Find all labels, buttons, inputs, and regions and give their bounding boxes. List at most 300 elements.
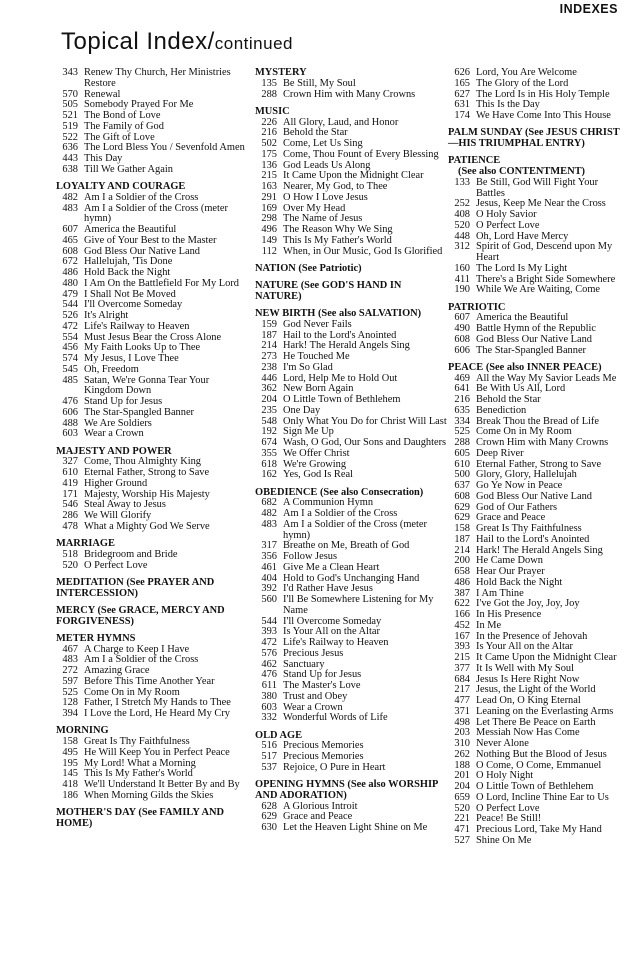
hymn-title: Eternal Father, Strong to Save [476,458,602,470]
topic-section [56,539,247,571]
hymn-title: The Star-Spangled Banner [476,344,587,356]
hymn-number: 343 [62,67,78,78]
hymn-number: 608 [454,333,470,345]
hymn-number: 467 [62,643,78,655]
hymn-number: 298 [261,213,277,225]
hymn-title: I Am On the Battlefield For My Lord [84,277,239,289]
hymn-title: Come, Let Us Sing [283,138,363,149]
topic-section [255,731,448,774]
topic-section [255,107,448,258]
hymn-title: I'm So Glad [283,361,333,373]
hymn-number: 607 [454,312,470,324]
index-entry [255,449,448,460]
hymn-title: This Is the Day [476,99,540,111]
hymn-title: I Love the Lord, He Heard My Cry [84,708,231,719]
hymn-number: 371 [454,705,470,717]
index-entry [448,395,626,406]
hymn-number: 214 [261,340,277,352]
hymn-number: 603 [261,701,277,713]
hymn-title: Hallelujah, 'Tis Done [84,256,173,268]
topic-section [255,68,448,100]
topic-section [56,726,247,801]
hymn-title: O Holy Night [476,770,534,782]
index-entry [56,193,247,204]
index-column-2 [255,68,448,834]
hymn-title: Battle Hymn of the Republic [476,323,597,334]
topic-section [448,68,626,122]
hymn-title: There's a Bright Side Somewhere [476,273,616,285]
hymn-title: Oh, Lord Have Mercy [476,230,569,242]
hymn-title: Trust and Obey [283,690,348,702]
hymn-number: 608 [62,245,78,257]
index-entry [448,438,626,449]
topic-section [56,578,247,600]
hymn-number: 167 [454,630,470,642]
hymn-title: Is Your All on the Altar [283,626,380,638]
hymn-title: God Bless Our Native Land [84,245,201,257]
hymn-number: 544 [62,299,78,311]
hymn-title: Give of Your Best to the Master [84,234,217,246]
hymn-title: Peace! Be Still! [476,813,542,825]
index-entry [448,492,626,503]
hymn-title: Nearer, My God, to Thee [283,181,388,192]
hymn-number: 605 [454,447,470,459]
hymn-number: 682 [261,497,277,509]
hymn-title: Hear Our Prayer [476,566,545,577]
hymn-title: Never Alone [476,738,529,749]
hymn-number: 136 [261,159,277,171]
hymn-title: The Family of God [84,120,164,132]
topic-section [255,780,448,834]
hymn-number: 574 [62,353,78,364]
hymn-title: When, in Our Music, God Is Glorified [283,245,443,257]
index-entry [56,165,247,176]
hymn-title: Be Still, God Will Fight Your Battles [476,176,599,199]
hymn-title: A Communion Hymn [283,497,374,509]
index-entry [255,79,448,90]
hymn-number: 482 [261,508,277,519]
hymn-title: It Came Upon the Midnight Clear [476,652,617,663]
hymn-number: 362 [261,383,277,395]
hymn-number: 160 [454,262,470,274]
hymn-title: A Charge to Keep I Have [84,643,190,655]
hymn-number: 166 [454,609,470,620]
index-entry [255,520,448,542]
topic-heading: MYSTERY [255,67,307,78]
hymn-number: 221 [454,813,470,825]
hymn-title: Lord, You Are Welcome [476,67,577,78]
hymn-title: The Bond of Love [84,110,161,121]
hymn-title: Yes, God Is Real [283,469,353,481]
hymn-title: Lord, Help Me to Hold Out [283,372,398,384]
hymn-title: We'll Understand It Better By and By [84,779,240,790]
hymn-number: 659 [454,791,470,803]
hymn-title: Am I a Soldier of the Cross [84,191,199,203]
index-entry [255,150,448,161]
hymn-title: O Little Town of Bethlehem [476,781,594,792]
hymn-number: 479 [62,288,78,300]
hymn-number: 443 [62,153,78,164]
index-entry [448,111,626,122]
hymn-title: When Morning Gilds the Skies [84,789,214,801]
hymn-title: Am I a Soldier of the Cross [283,508,398,519]
hymn-title: We Have Come Into This House [476,110,611,121]
hymn-number: 525 [454,426,470,438]
hymn-number: 462 [261,658,277,670]
hymn-number: 186 [62,789,78,801]
hymn-number: 158 [454,523,470,534]
hymn-number: 169 [261,202,277,214]
hymn-number: 483 [62,654,78,666]
topic-section [56,182,247,440]
hymn-number: 486 [62,267,78,278]
hymn-number: 548 [261,415,277,427]
hymn-number: 630 [261,822,277,833]
topic-section [56,808,247,830]
index-entry [448,264,626,275]
hymn-number: 480 [62,277,78,289]
hymn-number: 377 [454,662,470,674]
hymn-number: 312 [454,241,470,253]
hymn-title: Lead On, O King Eternal [476,695,581,706]
topic-section [255,281,448,303]
hymn-title: O Come, O Come, Emmanuel [476,759,602,771]
hymn-title: O Perfect Love [476,802,540,814]
hymn-number: 521 [62,110,78,121]
hymn-number: 158 [62,736,78,747]
hymn-number: 165 [454,77,470,89]
hymn-number: 332 [261,712,277,724]
hymn-number: 469 [454,372,470,384]
index-entry [56,550,247,561]
hymn-title: The Star-Spangled Banner [84,406,195,418]
hymn-number: 516 [261,740,277,752]
hymn-number: 496 [261,224,277,235]
hymn-number: 505 [62,99,78,111]
index-entry [448,242,626,264]
hymn-title: Grace and Peace [476,512,546,524]
hymn-number: 560 [261,594,277,605]
hymn-title: This Is My Father's World [84,768,193,780]
index-entry [448,761,626,772]
hymn-number: 527 [454,834,470,846]
hymn-title: The Glory of the Lord [476,77,569,89]
hymn-number: 238 [261,361,277,373]
hymn-title: Let There Be Peace on Earth [476,716,596,728]
hymn-title: Breathe on Me, Breath of God [283,540,410,552]
topic-heading: PATRIOTIC [448,301,506,313]
hymn-title: I'd Rather Have Jesus [283,583,373,595]
hymn-number: 288 [261,88,277,100]
hymn-number: 611 [261,680,277,691]
topic-heading: NATION (See Patriotic) [255,262,362,274]
hymn-title: I've Got the Joy, Joy, Joy [476,598,580,610]
hymn-title: America the Beautiful [84,224,177,235]
hymn-number: 608 [454,490,470,502]
hymn-number: 545 [62,363,78,375]
page-title [61,27,293,59]
hymn-number: 149 [261,234,277,246]
hymn-number: 394 [62,708,78,719]
topic-section [448,128,626,150]
hymn-title: Am I a Soldier of the Cross (meter hymn) [283,518,427,541]
hymn-number: 672 [62,256,78,268]
topic-heading: OLD AGE [255,729,303,741]
hymn-number: 476 [62,396,78,407]
hymn-number: 216 [454,394,470,405]
hymn-title: Father, I Stretch My Hands to Thee [84,697,231,709]
hymn-title: Renew Thy Church, Her Ministries Restore [84,67,231,89]
hymn-title: Come, Thou Almighty King [84,456,201,468]
hymn-title: We Will Glorify [84,510,152,521]
hymn-number: 519 [62,120,78,132]
hymn-number: 128 [62,697,78,709]
hymn-number: 252 [454,198,470,210]
hymn-number: 112 [261,245,277,257]
hymn-title: I Shall Not Be Moved [84,288,176,300]
hymn-number: 626 [454,67,470,78]
index-entry [448,535,626,546]
index-entry [255,363,448,374]
hymn-title: It Is Well with My Soul [476,662,574,674]
hymn-number: 482 [62,191,78,203]
hymn-title: O Lord, Incline Thine Ear to Us [476,791,609,803]
hymn-number: 517 [261,751,277,762]
topic-section [56,447,247,533]
index-entry [56,322,247,333]
hymn-title: Bridegroom and Bride [84,548,178,560]
topic-heading: MEDITATION (See PRAYER AND INTERCESSION) [56,576,215,599]
hymn-title: Messiah Now Has Come [476,727,580,739]
hymn-number: 334 [454,415,470,427]
hymn-number: 576 [261,647,277,659]
hymn-title: Grace and Peace [283,811,353,823]
hymn-number: 525 [62,686,78,698]
index-entry [56,677,247,688]
hymn-title: Give Me a Clean Heart [283,561,380,573]
hymn-number: 288 [454,437,470,448]
hymn-number: 522 [62,131,78,143]
hymn-number: 200 [454,555,470,567]
hymn-number: 215 [261,170,277,182]
hymn-number: 159 [261,318,277,330]
hymn-number: 448 [454,230,470,242]
hymn-title: In the Presence of Jehovah [476,630,588,642]
hymn-title: Jesus, Keep Me Near the Cross [476,198,606,210]
hymn-title: Break Thou the Bread of Life [476,415,600,427]
hymn-title: Hark! The Herald Angels Sing [283,340,410,352]
hymn-title: He Came Down [476,555,543,567]
hymn-title: Precious Memories [283,740,364,752]
hymn-number: 486 [454,576,470,588]
hymn-number: 273 [261,351,277,362]
hymn-number: 452 [454,619,470,631]
hymn-number: 291 [261,191,277,203]
hymn-number: 544 [261,615,277,627]
hymn-title: Sanctuary [283,658,325,670]
hymn-number: 465 [62,234,78,246]
index-entry [448,728,626,739]
hymn-title: Wonderful Words of Life [283,712,388,724]
index-entry [448,221,626,232]
hymn-title: Wear a Crown [283,701,343,713]
hymn-number: 658 [454,566,470,577]
hymn-number: 483 [62,202,78,214]
hymn-number: 627 [454,88,470,100]
hymn-number: 520 [454,219,470,231]
hymn-title: Hold Back the Night [84,267,171,278]
topic-heading: OBEDIENCE (See also Consecration) [255,486,424,498]
hymn-number: 471 [454,824,470,835]
topic-heading: MOTHER'S DAY (See FAMILY AND HOME) [56,807,224,829]
hymn-number: 286 [62,510,78,521]
hymn-title: Behold the Star [283,127,348,139]
hymn-title: O Perfect Love [84,559,148,571]
hymn-title: Wear a Crown [84,428,144,440]
topic-heading: LOYALTY AND COURAGE [56,181,186,192]
hymn-title: O How I Love Jesus [283,191,368,203]
hymn-number: 404 [261,572,277,584]
topic-heading: MERCY (See GRACE, MERCY AND FORGIVENESS) [56,604,225,627]
hymn-number: 171 [62,488,78,500]
hymn-number: 226 [261,116,277,128]
index-entry [255,247,448,258]
hymn-title: I Am Thine [476,587,524,599]
hymn-title: O Perfect Love [476,219,540,231]
hymn-number: 133 [454,176,470,188]
hymn-number: 135 [261,77,277,89]
hymn-number: 380 [261,690,277,702]
running-head: INDEXES [559,2,618,16]
index-entry [448,79,626,90]
hymn-title: Great Is Thy Faithfulness [84,736,190,747]
hymn-title: What a Mighty God We Serve [84,520,210,532]
hymn-number: 629 [454,501,470,513]
hymn-number: 526 [62,310,78,321]
index-entry [448,750,626,761]
hymn-number: 203 [454,727,470,739]
hymn-title: Precious Lord, Take My Hand [476,824,602,835]
topic-heading: OPENING HYMNS (See also WORSHIP AND ADORATION) [255,779,438,801]
index-column-3 [448,68,626,847]
hymn-title: Hail to the Lord's Anointed [283,329,397,341]
index-entry [255,823,448,834]
index-entry [448,707,626,718]
hymn-number: 537 [261,761,277,773]
index-entry [448,621,626,632]
hymn-title: We're Growing [283,458,347,470]
hymn-title: New Born Again [283,383,354,395]
hymn-title: Shine On Me [476,834,532,846]
hymn-number: 638 [62,163,78,175]
index-entry [448,836,626,847]
hymn-title: Crown Him with Many Crowns [283,88,416,100]
hymn-number: 635 [454,404,470,416]
hymn-title: Only What You Do for Christ Will Last [283,415,447,427]
title-main: Topical Index/ [61,28,215,55]
hymn-number: 175 [261,148,277,160]
index-entry [56,479,247,490]
hymn-title: God Bless Our Native Land [476,333,593,345]
hymn-number: 495 [62,746,78,758]
hymn-title: He Will Keep You in Perfect Peace [84,746,230,758]
see-also-reference: (See also CONTENTMENT) [458,166,585,177]
index-entry [448,793,626,804]
hymn-number: 310 [454,738,470,749]
hymn-number: 204 [261,394,277,405]
topic-section [255,264,448,275]
hymn-title: This Is My Father's World [283,234,392,246]
hymn-number: 235 [261,404,277,416]
index-entry [56,68,247,90]
index-entry [56,122,247,133]
hymn-number: 215 [454,652,470,663]
hymn-title: Deep River [476,447,524,459]
topic-heading: PEACE (See also INNER PEACE) [448,361,602,373]
hymn-number: 597 [62,675,78,687]
hymn-title: All the Way My Savior Leads Me [476,372,617,384]
topic-heading: METER HYMNS [56,632,136,644]
index-entry [255,236,448,247]
index-entry [448,178,626,200]
hymn-title: Precious Jesus [283,647,344,659]
hymn-number: 520 [62,559,78,571]
hymn-number: 145 [62,768,78,780]
hymn-number: 684 [454,673,470,685]
hymn-title: Steal Away to Jesus [84,499,166,511]
hymn-number: 162 [261,469,277,481]
topic-section [255,309,448,481]
hymn-number: 606 [62,406,78,418]
hymn-number: 187 [261,329,277,341]
title-continued: continued [214,34,293,53]
hymn-title: Be Still, My Soul [283,77,356,89]
hymn-title: Hold Back the Night [476,576,563,588]
hymn-number: 216 [261,127,277,139]
hymn-title: Eternal Father, Strong to Save [84,467,210,478]
hymn-number: 500 [454,469,470,481]
hymn-title: God Leads Us Along [283,159,371,171]
hymn-title: Over My Head [283,202,346,214]
hymn-number: 674 [261,437,277,448]
topic-section [448,303,626,357]
hymn-title: Spirit of God, Descend upon My Heart [476,241,613,263]
index-entry [448,664,626,675]
hymn-title: Renewal [84,88,121,100]
hymn-title: In Me [476,619,502,631]
topic-heading: MUSIC [255,105,290,117]
hymn-number: 498 [454,716,470,728]
index-entry [255,90,448,101]
index-entry [448,449,626,460]
hymn-title: Glory, Glory, Hallelujah [476,469,577,481]
hymn-number: 204 [454,781,470,792]
hymn-number: 520 [454,802,470,814]
hymn-number: 607 [62,224,78,235]
hymn-number: 217 [454,684,470,696]
index-entry [255,692,448,703]
index-entry [56,204,247,226]
index-entry [56,429,247,440]
index-entry [56,236,247,247]
topic-heading: NEW BIRTH (See also SALVATION) [255,308,422,319]
index-entry [448,406,626,417]
hymn-number: 387 [454,587,470,599]
hymn-title: Go Ye Now in Peace [476,480,563,491]
hymn-title: Be With Us All, Lord [476,383,566,395]
index-column-1 [56,68,247,830]
hymn-title: My Faith Looks Up to Thee [84,342,201,354]
